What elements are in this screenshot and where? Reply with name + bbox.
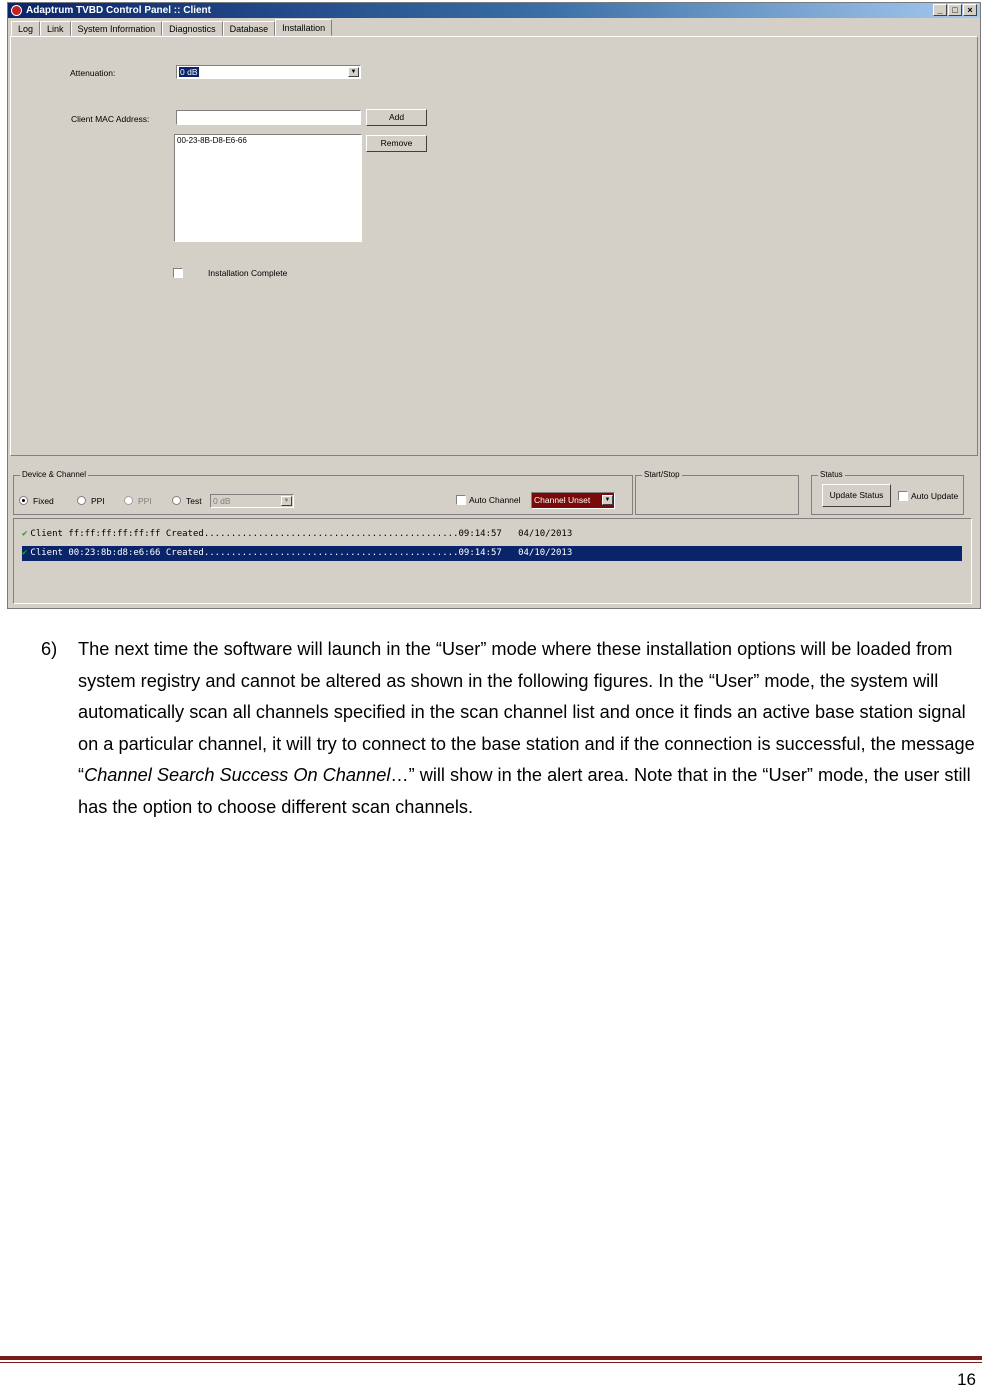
app-window — [7, 2, 981, 609]
attenuation-value: 0 dB — [180, 67, 198, 77]
italic-message: Channel Search Success On Channel — [84, 765, 391, 786]
list-item[interactable]: 00-23-8B-D8-E6-66 — [177, 136, 247, 145]
alert-log[interactable] — [13, 518, 972, 604]
attenuation-select[interactable] — [176, 65, 361, 79]
test-radio[interactable] — [172, 496, 181, 505]
mac-address-list[interactable] — [174, 134, 362, 242]
ppi-disabled-label: PPI — [138, 496, 152, 506]
close-button[interactable]: × — [963, 4, 977, 16]
test-attenuation-value: 0 dB — [213, 496, 231, 506]
auto-channel-label: Auto Channel — [469, 495, 521, 505]
auto-channel-checkbox[interactable] — [456, 495, 466, 505]
tab-log[interactable]: Log — [11, 21, 40, 36]
paragraph — [78, 634, 980, 824]
auto-update-checkbox[interactable] — [898, 491, 908, 501]
channel-select[interactable] — [531, 492, 615, 509]
paragraph-text: The next time the software will launch in the “User” mode where these installation options will be loaded from system registry and cannot be altered as shown in the following figures. In the “User” mode, the system will automatically scan all channels specified in the scan channel list and once it finds an active base station signal on a particular channel, it will try to connect to the base station and if the connection is successful, the message “ — [78, 639, 975, 786]
app-icon — [11, 5, 22, 16]
chevron-down-icon[interactable]: ▼ — [348, 67, 359, 77]
check-icon: ✔ — [22, 529, 28, 539]
minimize-button[interactable]: _ — [933, 4, 947, 16]
ppi-disabled-radio — [124, 496, 133, 505]
fixed-radio[interactable] — [19, 496, 28, 505]
device-channel-group — [13, 470, 633, 515]
tab-database[interactable]: Database — [223, 21, 276, 36]
log-text: Client 00:23:8b:d8:e6:66 Created...............................................09:14:57 04/10/2013 — [30, 548, 573, 558]
tab-link[interactable]: Link — [40, 21, 71, 36]
chevron-down-icon: ▼ — [281, 496, 292, 506]
chevron-down-icon[interactable]: ▼ — [602, 495, 613, 505]
log-row[interactable] — [22, 527, 962, 542]
footer-rule — [0, 1356, 982, 1360]
paragraph-text-end: …” will show in the alert area. Note that in the “User” mode, the user still has the option to choose different scan channels. — [78, 765, 971, 817]
tab-installation[interactable]: Installation — [275, 19, 332, 36]
log-row[interactable] — [22, 546, 962, 561]
list-number: 6) — [41, 639, 58, 659]
status-group — [811, 470, 964, 515]
test-attenuation-select — [210, 494, 294, 508]
installation-complete-checkbox[interactable] — [173, 268, 183, 278]
title-bar[interactable] — [8, 3, 980, 18]
ppi-label: PPI — [91, 496, 105, 506]
update-status-button[interactable]: Update Status — [822, 484, 891, 507]
mac-address-label: Client MAC Address: — [71, 114, 150, 124]
ppi-radio[interactable] — [77, 496, 86, 505]
window-title: Adaptrum TVBD Control Panel :: Client — [26, 5, 211, 16]
start-stop-title: Start/Stop — [644, 470, 680, 479]
test-label: Test — [186, 496, 202, 506]
add-button[interactable]: Add — [366, 109, 427, 126]
check-icon: ✔ — [22, 548, 28, 558]
device-channel-title: Device & Channel — [22, 470, 87, 479]
auto-update-label: Auto Update — [911, 491, 959, 501]
tab-diagnostics[interactable]: Diagnostics — [162, 21, 223, 36]
page-number: 16 — [957, 1370, 976, 1389]
tab-bar — [11, 19, 332, 37]
installation-panel — [10, 36, 978, 456]
start-stop-group — [635, 470, 799, 515]
footer-rule-thin — [0, 1362, 982, 1363]
remove-button[interactable]: Remove — [366, 135, 427, 152]
mac-address-input[interactable] — [176, 110, 361, 125]
log-text: Client ff:ff:ff:ff:ff:ff Created...............................................09:14:57 04/10/2013 — [30, 529, 573, 539]
installation-complete-label: Installation Complete — [208, 268, 288, 278]
status-title: Status — [820, 470, 843, 479]
tab-system-information[interactable]: System Information — [71, 21, 163, 36]
attenuation-label: Attenuation: — [70, 68, 116, 78]
maximize-button[interactable]: □ — [948, 4, 962, 16]
fixed-label: Fixed — [33, 496, 54, 506]
channel-value: Channel Unset — [534, 495, 591, 505]
